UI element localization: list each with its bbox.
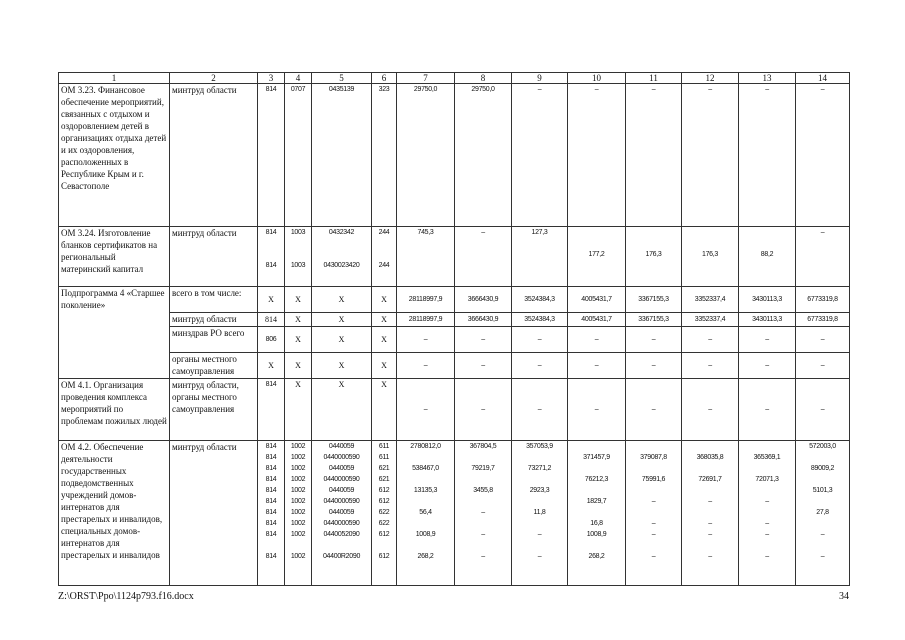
vr-code: X <box>372 287 397 313</box>
value-cell: 572003,0 89009,2 5101,3 27,8 – – <box>796 441 850 586</box>
grbs-code: 814 <box>258 379 285 441</box>
value-cell: – <box>626 84 682 227</box>
value-cell: 6773319,8 <box>796 313 850 327</box>
value-cell: 3367155,3 <box>626 313 682 327</box>
value-cell: 176,3 <box>682 227 739 287</box>
subprogram-name: Подпрограмма 4 «Старшее поколение» <box>59 287 170 379</box>
value-cell: 3367155,3 <box>626 287 682 313</box>
grbs-code: 814 <box>258 313 285 327</box>
rzpr-code: 1002 1002 1002 1002 1002 1002 1002 1002 1002 1002 <box>285 441 312 586</box>
col-header: 11 <box>626 73 682 84</box>
col-header: 13 <box>739 73 796 84</box>
rzpr-code: 0707 <box>285 84 312 227</box>
col-header: 5 <box>312 73 372 84</box>
executor: минтруд области <box>170 84 258 227</box>
csr-code: 0432342 0430023420 <box>312 227 372 287</box>
row-subprogram-4-minzdrav <box>59 327 850 353</box>
rzpr-code: X <box>285 313 312 327</box>
value-cell: – <box>512 379 568 441</box>
value-cell: – <box>397 327 455 353</box>
csr-code: X <box>312 327 372 353</box>
col-header: 7 <box>397 73 455 84</box>
page-number: 34 <box>839 591 849 602</box>
col-header: 14 <box>796 73 850 84</box>
row-om-4-1 <box>59 379 850 441</box>
value-cell: – <box>568 353 626 379</box>
grbs-code: X <box>258 287 285 313</box>
value-cell: – <box>682 353 739 379</box>
value-cell: – <box>455 227 512 287</box>
row-om-3-24 <box>59 227 850 287</box>
vr-code: 323 <box>372 84 397 227</box>
vr-code: X <box>372 379 397 441</box>
value-cell: – <box>568 327 626 353</box>
csr-code: X <box>312 379 372 441</box>
measure-name: ОМ 3.24. Изготовление бланков сертификатов на региональный материнский капитал <box>59 227 170 287</box>
value-cell: 176,3 <box>626 227 682 287</box>
measure-name: ОМ 3.23. Финансовое обеспечение мероприятий, связанных с отдыхом и оздоровлением детей в организациях отдыха детей и их оздоровления, расположенных в Республике Крым и г. Севастополе <box>59 84 170 227</box>
vr-code: X <box>372 313 397 327</box>
value-cell: 3666430,9 <box>455 313 512 327</box>
value-cell: 3352337,4 <box>682 313 739 327</box>
value-cell: 6773319,8 <box>796 287 850 313</box>
value-cell: 88,2 <box>739 227 796 287</box>
col-header: 4 <box>285 73 312 84</box>
value-cell: – <box>739 379 796 441</box>
col-header: 12 <box>682 73 739 84</box>
grbs-code: X <box>258 353 285 379</box>
value-cell: 29750,0 <box>455 84 512 227</box>
csr-code: 0435139 <box>312 84 372 227</box>
value-cell: 367804,5 79219,7 3455,8 – – – <box>455 441 512 586</box>
value-cell: – <box>512 84 568 227</box>
csr-code: 0440059 0440000590 0440059 0440000590 0440059 0440000590 0440059 0440000590 0440052090 04400R2090 <box>312 441 372 586</box>
value-cell: – <box>682 84 739 227</box>
value-cell: 3430113,3 <box>739 313 796 327</box>
value-cell: – <box>796 353 850 379</box>
csr-code: X <box>312 353 372 379</box>
value-cell: – <box>455 327 512 353</box>
vr-code: 611 611 621 621 612 612 622 622 612 612 <box>372 441 397 586</box>
value-cell: – <box>568 84 626 227</box>
executor: минтруд области <box>170 227 258 287</box>
measure-name: ОМ 4.1. Организация проведения комплекса мероприятий по проблемам пожилых людей <box>59 379 170 441</box>
value-cell: – <box>397 353 455 379</box>
value-cell: 3524384,3 <box>512 313 568 327</box>
value-cell: – <box>739 327 796 353</box>
col-header: 9 <box>512 73 568 84</box>
value-cell: 127,3 <box>512 227 568 287</box>
value-cell: – <box>739 84 796 227</box>
rzpr-code: X <box>285 287 312 313</box>
value-cell: – <box>626 353 682 379</box>
row-subprogram-4-local <box>59 353 850 379</box>
value-cell: – <box>512 353 568 379</box>
col-header: 8 <box>455 73 512 84</box>
rzpr-code: X <box>285 379 312 441</box>
executor: минтруд области, органы местного самоуправления <box>170 379 258 441</box>
vr-code: 244 244 <box>372 227 397 287</box>
row-subprogram-4-mintrud <box>59 313 850 327</box>
executor: минтруд области <box>170 313 258 327</box>
rzpr-code: 1003 1003 <box>285 227 312 287</box>
value-cell: 177,2 <box>568 227 626 287</box>
col-header: 10 <box>568 73 626 84</box>
col-header: 3 <box>258 73 285 84</box>
budget-table <box>58 72 850 586</box>
value-cell: 379087,8 75991,6 – – – – <box>626 441 682 586</box>
column-number-row <box>59 73 850 84</box>
value-cell: 365369,1 72071,3 – – – – <box>739 441 796 586</box>
grbs-code: 814 <box>258 84 285 227</box>
value-cell: 2780812,0 538467,0 13135,3 56,4 1008,9 268,2 <box>397 441 455 586</box>
grbs-code: 814 814 <box>258 227 285 287</box>
executor: минтруд области <box>170 441 258 586</box>
vr-code: X <box>372 353 397 379</box>
value-cell: 371457,9 76212,3 1829,7 16,8 1008,9 268,2 <box>568 441 626 586</box>
row-om-3-23 <box>59 84 850 227</box>
col-header: 2 <box>170 73 258 84</box>
csr-code: X <box>312 287 372 313</box>
value-cell: – <box>626 327 682 353</box>
value-cell: – <box>796 84 850 227</box>
value-cell: – <box>739 353 796 379</box>
executor: всего в том числе: <box>170 287 258 313</box>
value-cell: – <box>796 327 850 353</box>
vr-code: X <box>372 327 397 353</box>
value-cell: 357053,9 73271,2 2923,3 11,8 – – <box>512 441 568 586</box>
measure-name: ОМ 4.2. Обеспечение деятельности государственных подведомственных учреждений домов-интернатов для престарелых и инвалидов, специальных домов-интернатов для престарелых и инвалидов <box>59 441 170 586</box>
grbs-code: 814 814 814 814 814 814 814 814 814 814 <box>258 441 285 586</box>
value-cell: – <box>682 327 739 353</box>
value-cell: – <box>682 379 739 441</box>
value-cell: 29750,0 <box>397 84 455 227</box>
value-cell: 4005431,7 <box>568 287 626 313</box>
value-cell: 4005431,7 <box>568 313 626 327</box>
value-cell: – <box>455 353 512 379</box>
row-om-4-2 <box>59 441 850 586</box>
executor: органы местного самоуправления <box>170 353 258 379</box>
csr-code: X <box>312 313 372 327</box>
value-cell: 3524384,3 <box>512 287 568 313</box>
rzpr-code: X <box>285 353 312 379</box>
executor: минздрав РО всего <box>170 327 258 353</box>
value-cell: – <box>397 379 455 441</box>
value-cell: 28118997,9 <box>397 313 455 327</box>
value-cell: 3352337,4 <box>682 287 739 313</box>
value-cell: – <box>568 379 626 441</box>
rzpr-code: X <box>285 327 312 353</box>
col-header: 6 <box>372 73 397 84</box>
value-cell: 3666430,9 <box>455 287 512 313</box>
col-header: 1 <box>59 73 170 84</box>
value-cell: – <box>796 227 850 287</box>
row-subprogram-4-total <box>59 287 850 313</box>
value-cell: 368035,8 72691,7 – – – – <box>682 441 739 586</box>
value-cell: – <box>796 379 850 441</box>
grbs-code: 806 <box>258 327 285 353</box>
value-cell: – <box>455 379 512 441</box>
value-cell: – <box>626 379 682 441</box>
value-cell: 745,3 <box>397 227 455 287</box>
footer-file-path: Z:\ORST\Ppo\1124p793.f16.docx <box>58 591 194 602</box>
value-cell: 3430113,3 <box>739 287 796 313</box>
value-cell: – <box>512 327 568 353</box>
value-cell: 28118997,9 <box>397 287 455 313</box>
